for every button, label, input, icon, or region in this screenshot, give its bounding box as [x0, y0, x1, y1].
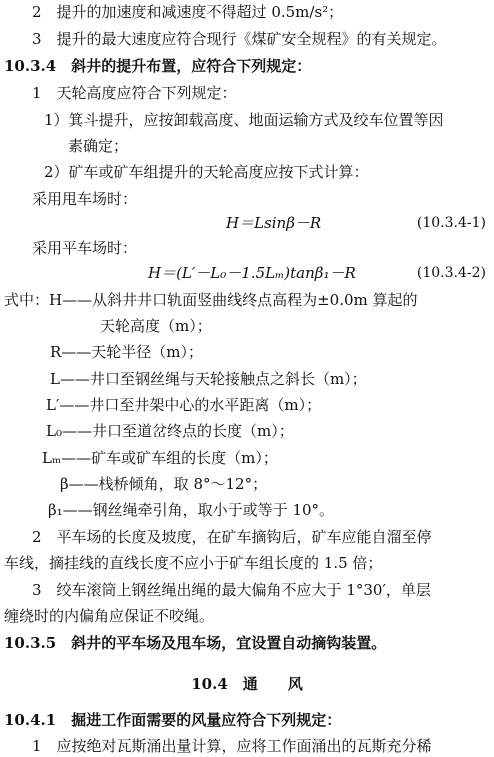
line-16: Lₘ——矿车或矿车组的长度（m）；: [42, 449, 278, 467]
line-21: 3 绞车滚筒上钢丝绳出绳的最大偏角不应大于 1°30′，单层: [32, 581, 431, 599]
section-10-3-5: 10.3.5 斜井的平车场及甩车场，宜设置自动摘钩装置。: [4, 634, 387, 652]
equation-2: H＝(L′－L₀－1.5Lₘ)tanβ₁－R: [148, 264, 356, 282]
line-19: 2 平车场的长度及坡度，在矿车摘钩后，矿车应能自溜至停: [32, 528, 432, 546]
section-heading-10-4: 10.4 通 风: [191, 675, 303, 693]
section-10-3-4: 10.3.4 斜井的提升布置，应符合下列规定：: [4, 57, 312, 75]
line-13: L——井口至钢丝绳与天轮接触点之斜长（m）；: [50, 370, 367, 388]
equation-1-number: (10.3.4-1): [416, 215, 486, 231]
line-2: 3 提升的最大速度应符合现行《煤矿安全规程》的有关规定。: [32, 30, 447, 48]
line-11: 天轮高度（m）；: [100, 317, 212, 335]
line-15: L₀——井口至道岔终点的长度（m）；: [46, 422, 294, 440]
line-5: 1）箕斗提升，应按卸载高度、地面运输方式及绞车位置等因: [44, 111, 444, 129]
equation-1: H＝Lsinβ－R: [226, 214, 322, 232]
line-4: 1 天轮高度应符合下列规定：: [32, 84, 237, 102]
line-10: 式中：H——从斜井井口轨面竖曲线终点高程为±0.0m 算起的: [4, 291, 418, 309]
line-12: R——天轮半径（m）；: [50, 343, 204, 361]
line-20: 车线，摘挂线的直线长度不应小于矿车组长度的 1.5 倍；: [4, 554, 383, 572]
line-9: 采用平车场时：: [32, 239, 138, 257]
line-8: 采用甩车场时：: [32, 190, 138, 208]
section-10-4-1: 10.4.1 掘进工作面需要的风量应符合下列规定：: [4, 711, 342, 729]
line-7: 2）矿车或矿车组提升的天轮高度应按下式计算：: [44, 163, 369, 181]
equation-2-number: (10.3.4-2): [416, 265, 486, 281]
line-6: 素确定；: [68, 137, 129, 155]
line-14: L′——井口至井架中心的水平距离（m）；: [46, 396, 322, 414]
line-18: β₁——钢丝绳牵引角，取小于或等于 10°。: [48, 501, 335, 519]
line-22: 缠绕时的内偏角应保证不咬绳。: [4, 607, 215, 625]
line-17: β——栈桥倾角，取 8°～12°；: [60, 475, 268, 493]
line-26: 1 应按绝对瓦斯涌出量计算，应将工作面涌出的瓦斯充分稀: [32, 737, 432, 755]
line-1: 2 提升的加速度和减速度不得超过 0.5m/s²；: [32, 3, 344, 21]
